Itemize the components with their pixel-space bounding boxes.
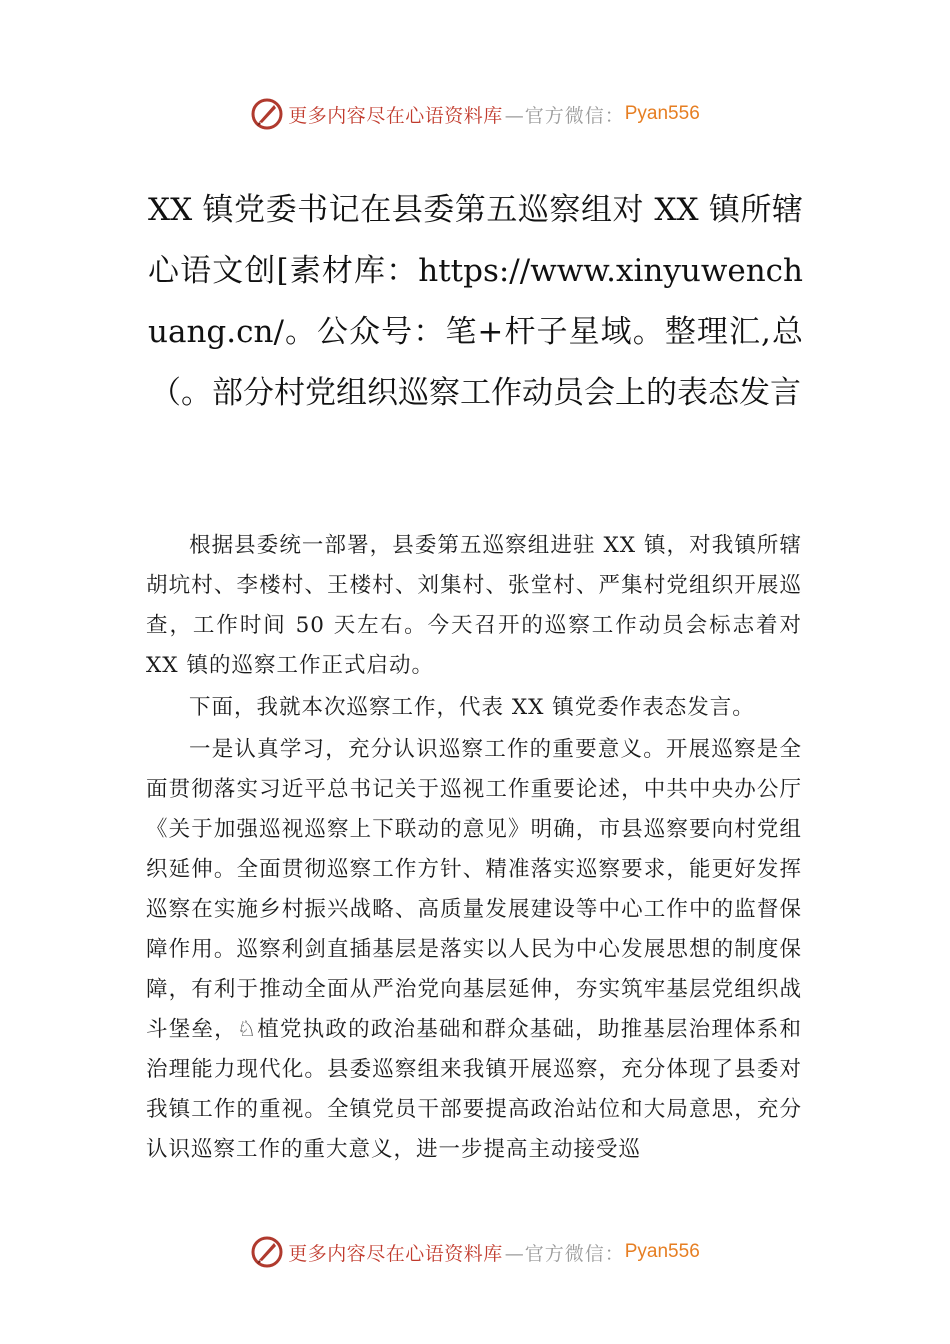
banner-wechat-label: —官方微信： [504,104,625,127]
banner-promo-text: 更多内容尽在心语资料库 [288,104,503,127]
document-body [146,526,802,1170]
banner-wechat-label: —官方微信： [504,1242,625,1265]
quill-logo-icon [250,97,284,131]
quill-logo-icon [250,1235,284,1269]
body-paragraph: 一是认真学习，充分认识巡察工作的重要意义。开展巡察是全面贯彻落实习近平总书记关于巡视工作重要论述，中共中央办公厅《关于加强巡视巡察上下联动的意见》明确，市县巡察要向村党组织延伸。全面贯彻巡察工作方针、精准落实巡察要求，能更好发挥巡察在实施乡村振兴战略、高质量发展建设等中心工作中的监督保障作用。巡察利剑直插基层是落实以人民为中心发展思想的制度保障，有利于推动全面从严治党向基层延伸，夯实筑牢基层党组织战斗堡垒，♘植党执政的政治基础和群众基础，助推基层治理体系和治理能力现代化。县委巡察组来我镇开展巡察，充分体现了县委对我镇工作的重视。全镇党员干部要提高政治站位和大局意思，充分认识巡察工作的重大意义，进一步提高主动接受巡 [146,737,802,1162]
footer-banner [0,1232,950,1272]
banner-promo-text: 更多内容尽在心语资料库 [288,1242,503,1265]
banner-wechat-id: Pyan556 [624,103,700,124]
body-paragraph: 下面，我就本次巡察工作，代表 XX 镇党委作表态发言。 [189,695,755,720]
header-banner [0,94,950,134]
banner-wechat-id: Pyan556 [624,1241,700,1262]
body-paragraph: 根据县委统一部署，县委第五巡察组进驻 XX 镇，对我镇所辖胡坑村、李楼村、王楼村、刘集村、张堂村、严集村党组织开展巡查，工作时间 50 天左右。今天召开的巡察工作动员会标志着对 XX 镇的巡察工作正式启动。 [146,533,802,678]
document-title: XX 镇党委书记在县委第五巡察组对 XX 镇所辖心语文创[素材库：https://www.xinyuwenchuang.cn/。公众号：笔+杆子星域。整理汇,总（。部分村党组织巡察工作动员会上的表态发言 [148,192,803,411]
